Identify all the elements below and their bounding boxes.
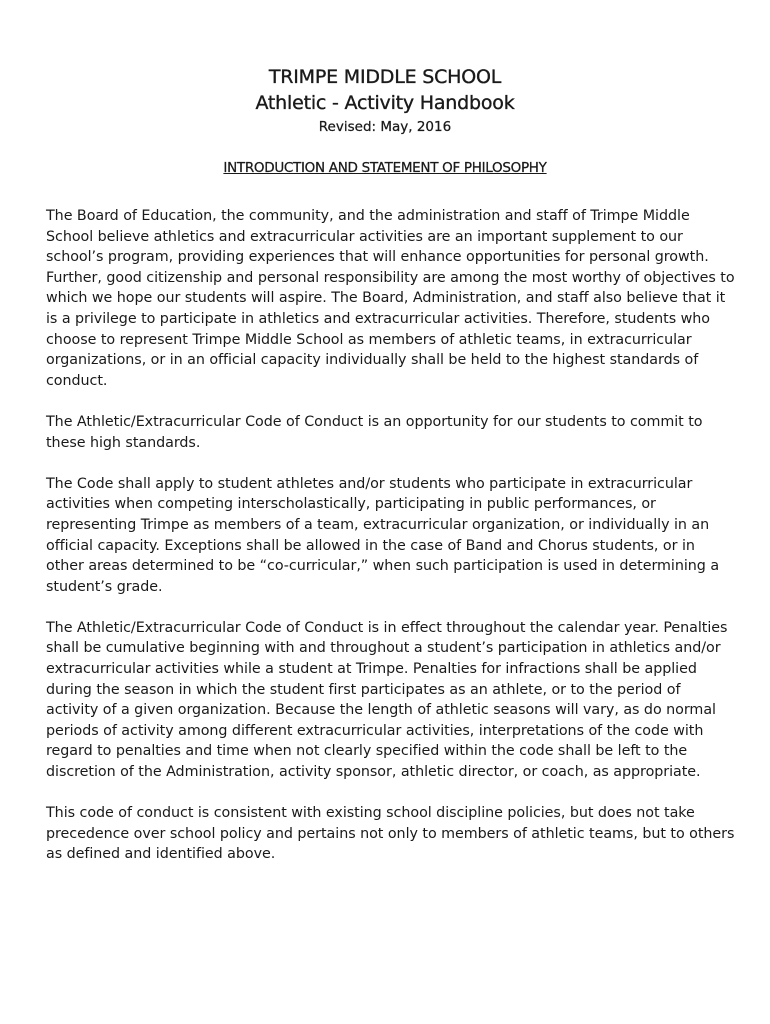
document-title: TRIMPE MIDDLE SCHOOL (268, 66, 502, 88)
document-header (0, 64, 770, 137)
paragraph-code-application: The Code shall apply to student athletes and/or students who participate in extracurricular activities when competing interscholastically, participating in public performances, or representing Trimpe as members of a team, extracurricular organization, or individually in an official capacity. Exceptions shall be allowed in the case of Band and Chorus students, or in other areas determined to be “co-curricular,” when such participation is used in determining a student’s grade. (46, 475, 720, 595)
document-subtitle: Athletic - Activity Handbook (255, 92, 515, 114)
section-heading: INTRODUCTION AND STATEMENT OF PHILOSOPHY (223, 160, 547, 176)
document-body (46, 206, 736, 886)
paragraph-philosophy: The Board of Education, the community, and the administration and staff of Trimpe Middle School believe athletics and extracurricular activities are an important supplement to our school’s program, providing experiences that will enhance opportunities for personal growth. Further, good citizenship and personal responsibility are among the most worthy of objectives to which we hope our students will aspire. The Board, Administration, and staff also believe that it is a privilege to participate in athletics and extracurricular activities. Therefore, students who choose to represent Trimpe Middle School as members of athletic teams, in extracurricular organizations, or in an official capacity individually shall be held to the highest standards of conduct. (46, 208, 735, 389)
paragraph-code-opportunity: The Athletic/Extracurricular Code of Conduct is an opportunity for our students to commit to these high standards. (46, 413, 703, 451)
paragraph-code-effect: The Athletic/Extracurricular Code of Conduct is in effect throughout the calendar year. Penalties shall be cumulative beginning with and throughout a student’s participation in athletics and/or extracurricular activities while a student at Trimpe. Penalties for infractions shall be applied during the season in which the student first participates as an athlete, or to the period of activity of a given organization. Because the length of athletic seasons will vary, as do normal periods of activity among different extracurricular activities, interpretations of the code with regard to penalties and time when not clearly specified within the code shall be left to the discretion of the Administration, activity sponsor, athletic director, or coach, as appropriate. (46, 619, 728, 781)
paragraph-code-consistency: This code of conduct is consistent with existing school discipline policies, but does not take precedence over school policy and pertains not only to members of athletic teams, but to others as defined and identified above. (46, 805, 735, 863)
revision-date: Revised: May, 2016 (318, 119, 452, 135)
